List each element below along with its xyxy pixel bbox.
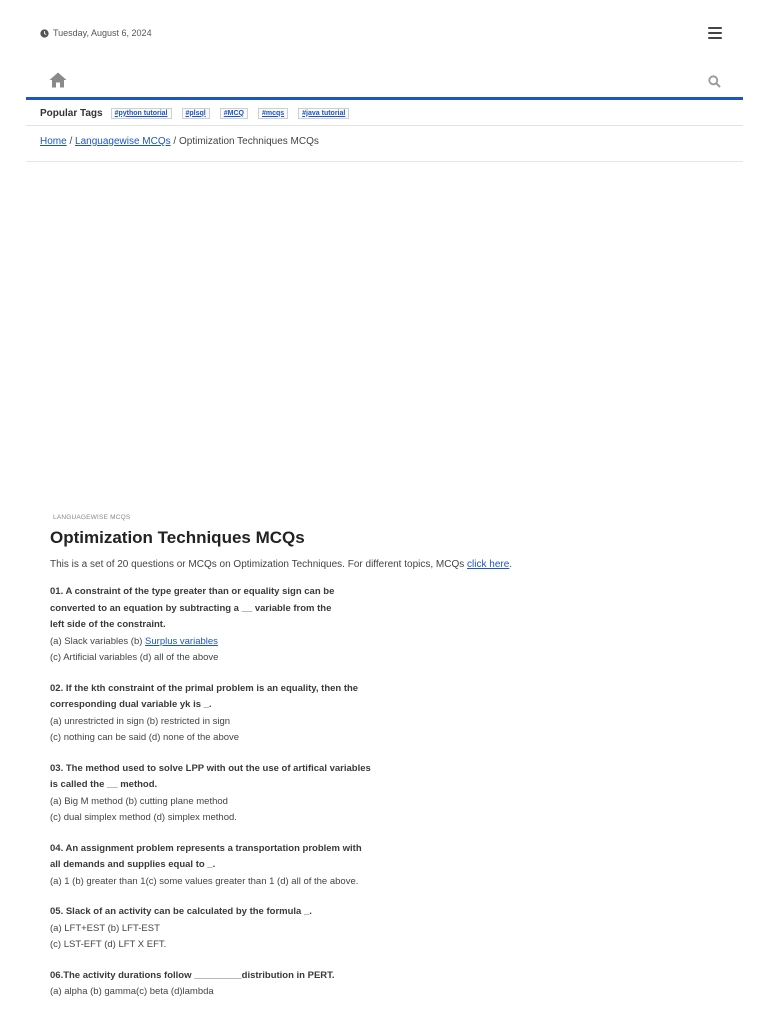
surplus-variables-link[interactable]: Surplus variables — [145, 635, 218, 647]
tag-mcq[interactable]: #MCQ — [220, 108, 248, 119]
tag-python-tutorial[interactable]: #python tutorial — [111, 108, 172, 119]
question-item — [50, 841, 730, 891]
clock-icon — [40, 29, 49, 38]
intro-end: . — [509, 559, 513, 570]
main-navbar — [26, 62, 743, 100]
article — [50, 514, 730, 1001]
question-item — [50, 761, 730, 827]
tag-java-tutorial[interactable]: #java tutorial — [298, 108, 349, 119]
option-text: (a) Slack variables (b) — [50, 635, 143, 647]
question-options: (a) unrestricted in sign (b) restricted in sign — [50, 715, 231, 727]
question-options: (a) 1 (b) greater than 1(c) some values greater than 1 (d) all of the above. — [50, 875, 359, 887]
question-item — [50, 681, 730, 747]
question-item — [50, 584, 730, 667]
breadcrumb-separator: / — [69, 136, 73, 147]
question-text: 04. An assignment problem represents a transportation problem with — [50, 842, 362, 854]
question-item — [50, 904, 730, 954]
page-title: Optimization Techniques MCQs — [50, 528, 305, 547]
top-bar — [40, 28, 728, 42]
question-options: (c) dual simplex method (d) simplex method. — [50, 812, 237, 823]
question-text: 05. Slack of an activity can be calculated by the formula _. — [50, 906, 312, 917]
article-intro — [50, 559, 730, 570]
question-item — [50, 968, 730, 1001]
click-here-link[interactable]: click here — [467, 559, 510, 570]
popular-tags-bar — [26, 101, 743, 126]
question-text: 06.The activity durations follow _________distribution in PERT. — [50, 969, 335, 981]
question-options: (c) nothing can be said (d) none of the above — [50, 732, 240, 743]
question-options: (a) LFT+EST (b) LFT-EST — [50, 922, 160, 934]
question-text: converted to an equation by subtracting a __ variable from the — [50, 602, 332, 614]
question-options: (c) Artificial variables (d) all of the above — [50, 652, 219, 663]
tag-mcqs[interactable]: #mcqs — [258, 108, 288, 119]
popular-tags-label: Popular Tags — [40, 107, 103, 119]
breadcrumb-separator: / — [173, 136, 177, 147]
breadcrumb-section-link[interactable]: Languagewise MCQs — [75, 136, 171, 147]
home-icon[interactable] — [49, 72, 67, 88]
question-text: corresponding dual variable yk is _. — [50, 699, 212, 710]
question-text: all demands and supplies equal to _. — [50, 859, 216, 870]
question-options — [50, 634, 730, 651]
question-text: left side of the constraint. — [50, 619, 166, 630]
intro-text: This is a set of 20 questions or MCQs on Optimization Techniques. For different topics, MCQs — [50, 559, 465, 570]
current-date: Tuesday, August 6, 2024 — [53, 28, 152, 38]
question-options: (a) Big M method (b) cutting plane method — [50, 795, 228, 807]
date-display — [40, 28, 728, 38]
article-category: LANGUAGEWISE MCQS — [53, 514, 131, 521]
question-text: is called the __ method. — [50, 779, 158, 790]
breadcrumb — [26, 126, 743, 162]
breadcrumb-current: Optimization Techniques MCQs — [178, 136, 319, 147]
question-text: 02. If the kth constraint of the primal problem is an equality, then the — [50, 682, 359, 694]
question-text: 03. The method used to solve LPP with out the use of artifical variables — [50, 762, 371, 774]
menu-icon[interactable] — [708, 27, 722, 39]
question-options: (a) alpha (b) gamma(c) beta (d)lambda — [50, 986, 214, 997]
search-icon[interactable] — [708, 75, 721, 88]
question-text: 01. A constraint of the type greater than or equality sign can be — [50, 586, 335, 597]
ad-space — [26, 163, 743, 503]
breadcrumb-home-link[interactable]: Home — [40, 136, 67, 147]
tag-plsql[interactable]: #plsql — [182, 108, 210, 119]
question-options: (c) LST-EFT (d) LFT X EFT. — [50, 939, 167, 950]
